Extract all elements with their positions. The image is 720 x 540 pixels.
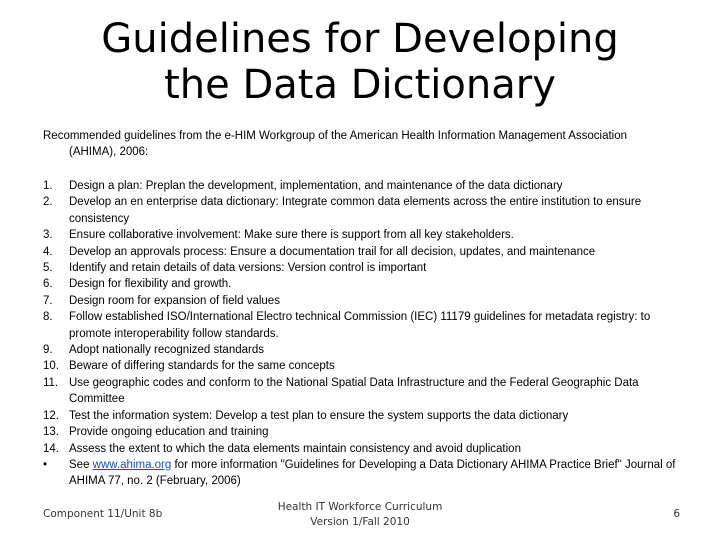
list-item xyxy=(43,408,693,424)
list-item xyxy=(43,194,693,227)
list-item xyxy=(43,441,693,457)
item-text: Follow established ISO/International Electro technical Commission (IEC) 11179 guidelines for metadata registry: to promote interoperability follow standards. xyxy=(69,311,651,340)
item-text: Adopt nationally recognized standards xyxy=(69,344,264,357)
list-item xyxy=(43,244,693,260)
list-item xyxy=(43,342,693,358)
list-item xyxy=(43,227,693,243)
item-number: 6. xyxy=(43,278,53,291)
bullet-marker: • xyxy=(43,458,48,471)
item-number: 2. xyxy=(43,196,53,209)
title-line-1: Guidelines for Developing xyxy=(101,16,619,62)
item-text: Design for flexibility and growth. xyxy=(69,278,232,291)
item-text: Identify and retain details of data versions: Version control is important xyxy=(69,262,427,275)
item-text: Test the information system: Develop a test plan to ensure the system supports the data dictionary xyxy=(69,409,569,422)
bullet-item xyxy=(43,457,693,490)
footer-component: Component 11/Unit 8b xyxy=(43,508,163,520)
item-number: 14. xyxy=(43,442,59,455)
footer-center-line-1: Health IT Workforce Curriculum xyxy=(277,501,443,513)
item-text: Ensure collaborative involvement: Make sure there is support from all key stakeholders. xyxy=(69,229,514,242)
guidelines-list xyxy=(43,178,693,490)
bullet-prefix: See xyxy=(69,458,93,471)
item-number: 4. xyxy=(43,245,53,258)
item-text: Beware of differing standards for the same concepts xyxy=(69,360,335,373)
item-number: 8. xyxy=(43,311,53,324)
item-number: 10. xyxy=(43,360,59,373)
list-item xyxy=(43,375,693,408)
item-text: Provide ongoing education and training xyxy=(69,426,269,439)
list-item xyxy=(43,358,693,374)
item-text: Use geographic codes and conform to the National Spatial Data Infrastructure and the Federal Geographic Data Committee xyxy=(69,376,639,406)
list-item xyxy=(43,293,693,309)
ahima-link[interactable]: www.ahima.org xyxy=(92,458,172,471)
item-number: 13. xyxy=(43,426,59,439)
list-item xyxy=(43,276,693,292)
title-line-2: the Data Dictionary xyxy=(164,62,556,108)
list-item xyxy=(43,178,693,194)
page-number: 6 xyxy=(673,508,680,520)
item-number: 5. xyxy=(43,262,53,275)
item-number: 3. xyxy=(43,229,53,242)
item-text: Assess the extent to which the data elements maintain consistency and avoid duplication xyxy=(69,442,521,455)
item-text: Design room for expansion of field values xyxy=(69,294,280,307)
item-text: Develop an en enterprise data dictionary: Integrate common data elements across the entire institution to ensure consistency xyxy=(69,196,642,225)
list-item xyxy=(43,309,693,342)
intro-text xyxy=(43,128,693,160)
list-item xyxy=(43,260,693,276)
list-item xyxy=(43,424,693,440)
bullet-suffix: for more information "Guidelines for Developing a Data Dictionary AHIMA Practice Brief" Journal of AHIMA 77, no. 2 (February, 2006) xyxy=(69,458,676,488)
item-number: 9. xyxy=(43,344,53,357)
intro-line-1: Recommended guidelines from the e-HIM Workgroup of the American Health Information Management Association xyxy=(43,130,628,142)
footer-curriculum xyxy=(240,500,480,530)
slide-title xyxy=(0,16,720,108)
item-number: 12. xyxy=(43,409,59,422)
item-text: Design a plan: Preplan the development, implementation, and maintenance of the data dictionary xyxy=(69,180,563,192)
item-number: 11. xyxy=(43,376,59,389)
item-number: 7. xyxy=(43,294,53,307)
item-number: 1. xyxy=(43,180,53,192)
footer-center-line-2: Version 1/Fall 2010 xyxy=(310,516,410,528)
bullet-text xyxy=(69,457,693,490)
item-text: Develop an approvals process: Ensure a documentation trail for all decision, updates, and maintenance xyxy=(69,245,596,258)
intro-line-2: (AHIMA), 2006: xyxy=(69,146,149,158)
